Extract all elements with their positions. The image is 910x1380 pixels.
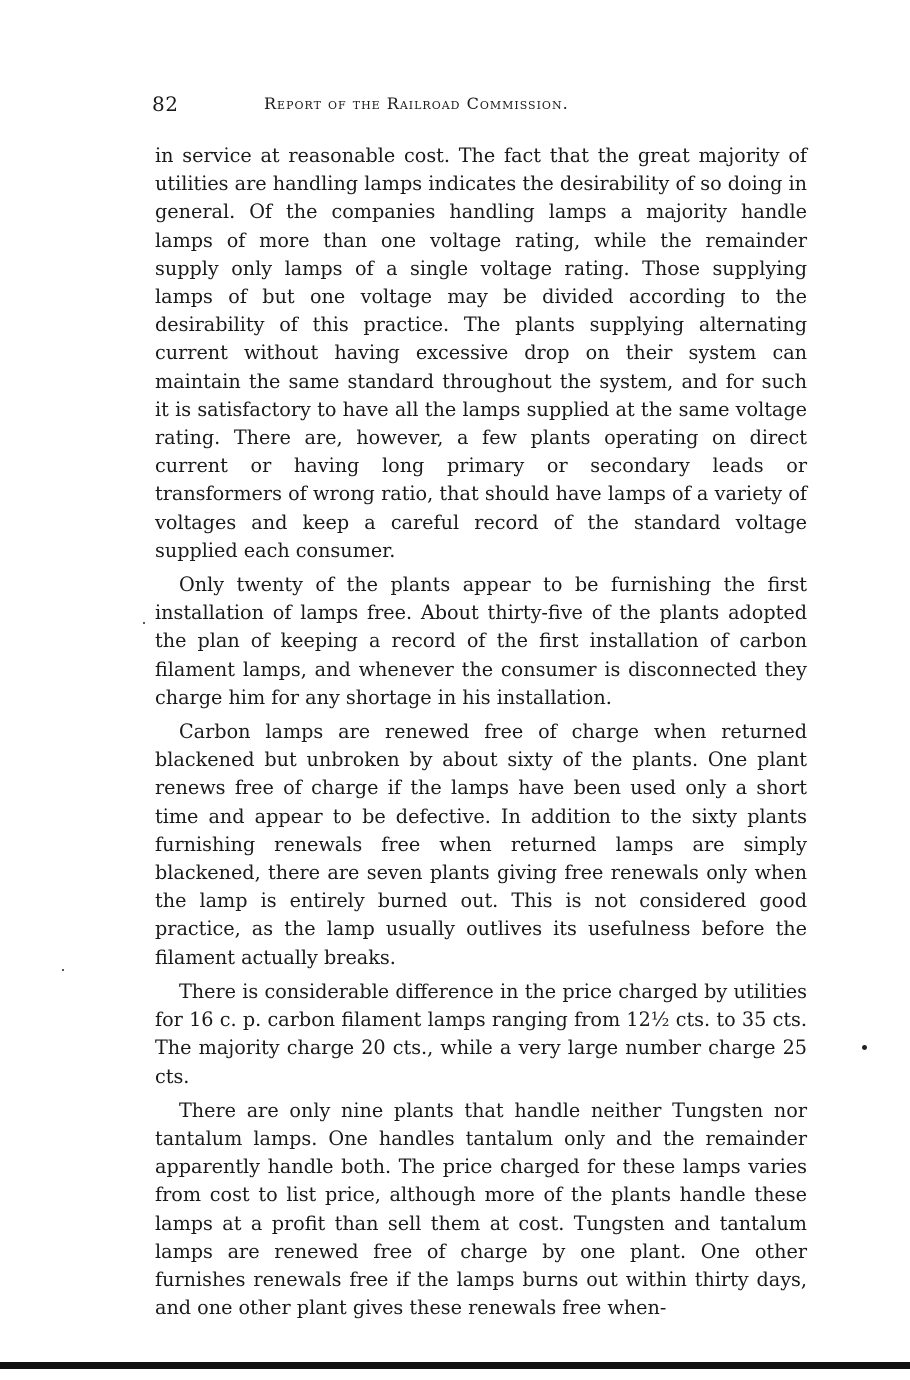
page-header [152,92,812,124]
paragraph-3: Carbon lamps are renewed free of charge when returned blackened but unbroken by about sixty of the plants. One plant renews free of charge if the lamps have been used only a short time and appear to be defective. In addition to the sixty plants furnishing renewals free when returned lamps are simply blackened, there are seven plants giving free renewals only when the lamp is entirely burned out. This is not considered good practice, as the lamp usually outlives its usefulness before the filament actually breaks. [155,720,807,969]
paragraph-2: Only twenty of the plants appear to be furnishing the first installation of lamps free. About thirty-five of the plants adopted the plan of keeping a record of the first installation of carbon filament lamps, and whenever the consumer is disconnected they charge him for any shortage in his installation. [155,573,807,709]
running-head: Report of the Railroad Commission. [264,94,569,113]
ink-speck [862,1045,867,1050]
paragraph-1: in service at reasonable cost. The fact that the great majority of utilities are handling lamps indicates the desirability of so doing in general. Of the companies handling lamps a majority handle lamps of more than one voltage rating, while the remainder supply only lamps of a single voltage rating. Those supplying lamps of but one voltage may be divided according to the desirability of this practice. The plants supplying alternating current without having excessive drop on their system can maintain the same standard throughout the system, and for such it is satisfactory to have all the lamps supplied at the same voltage rating. There are, however, a few plants operating on direct current or having long primary or secondary leads or transformers of wrong ratio, that should have lamps of a variety of voltages and keep a careful record of the standard voltage supplied each consumer. [155,144,807,562]
paragraph-5: There are only nine plants that handle neither Tungsten nor tantalum lamps. One handles tantalum only and the remainder apparently handle both. The price charged for these lamps varies from cost to list price, although more of the plants handle these lamps at a profit than sell them at cost. Tungsten and tantalum lamps are renewed free of charge by one plant. One other furnishes renewals free if the lamps burns out within thirty days, and one other plant gives these renewals free when- [155,1098,807,1320]
ink-speck [143,622,145,624]
body-text [155,142,807,1322]
paragraph-4: There is considerable difference in the price charged by utilities for 16 c. p. carbon filament lamps ranging from 12½ cts. to 35 cts. The majority charge 20 cts., while a very large number charge 25 cts. [155,979,807,1088]
ink-speck [62,969,64,971]
bottom-edge-rule [0,1362,910,1369]
page-number: 82 [152,92,179,116]
